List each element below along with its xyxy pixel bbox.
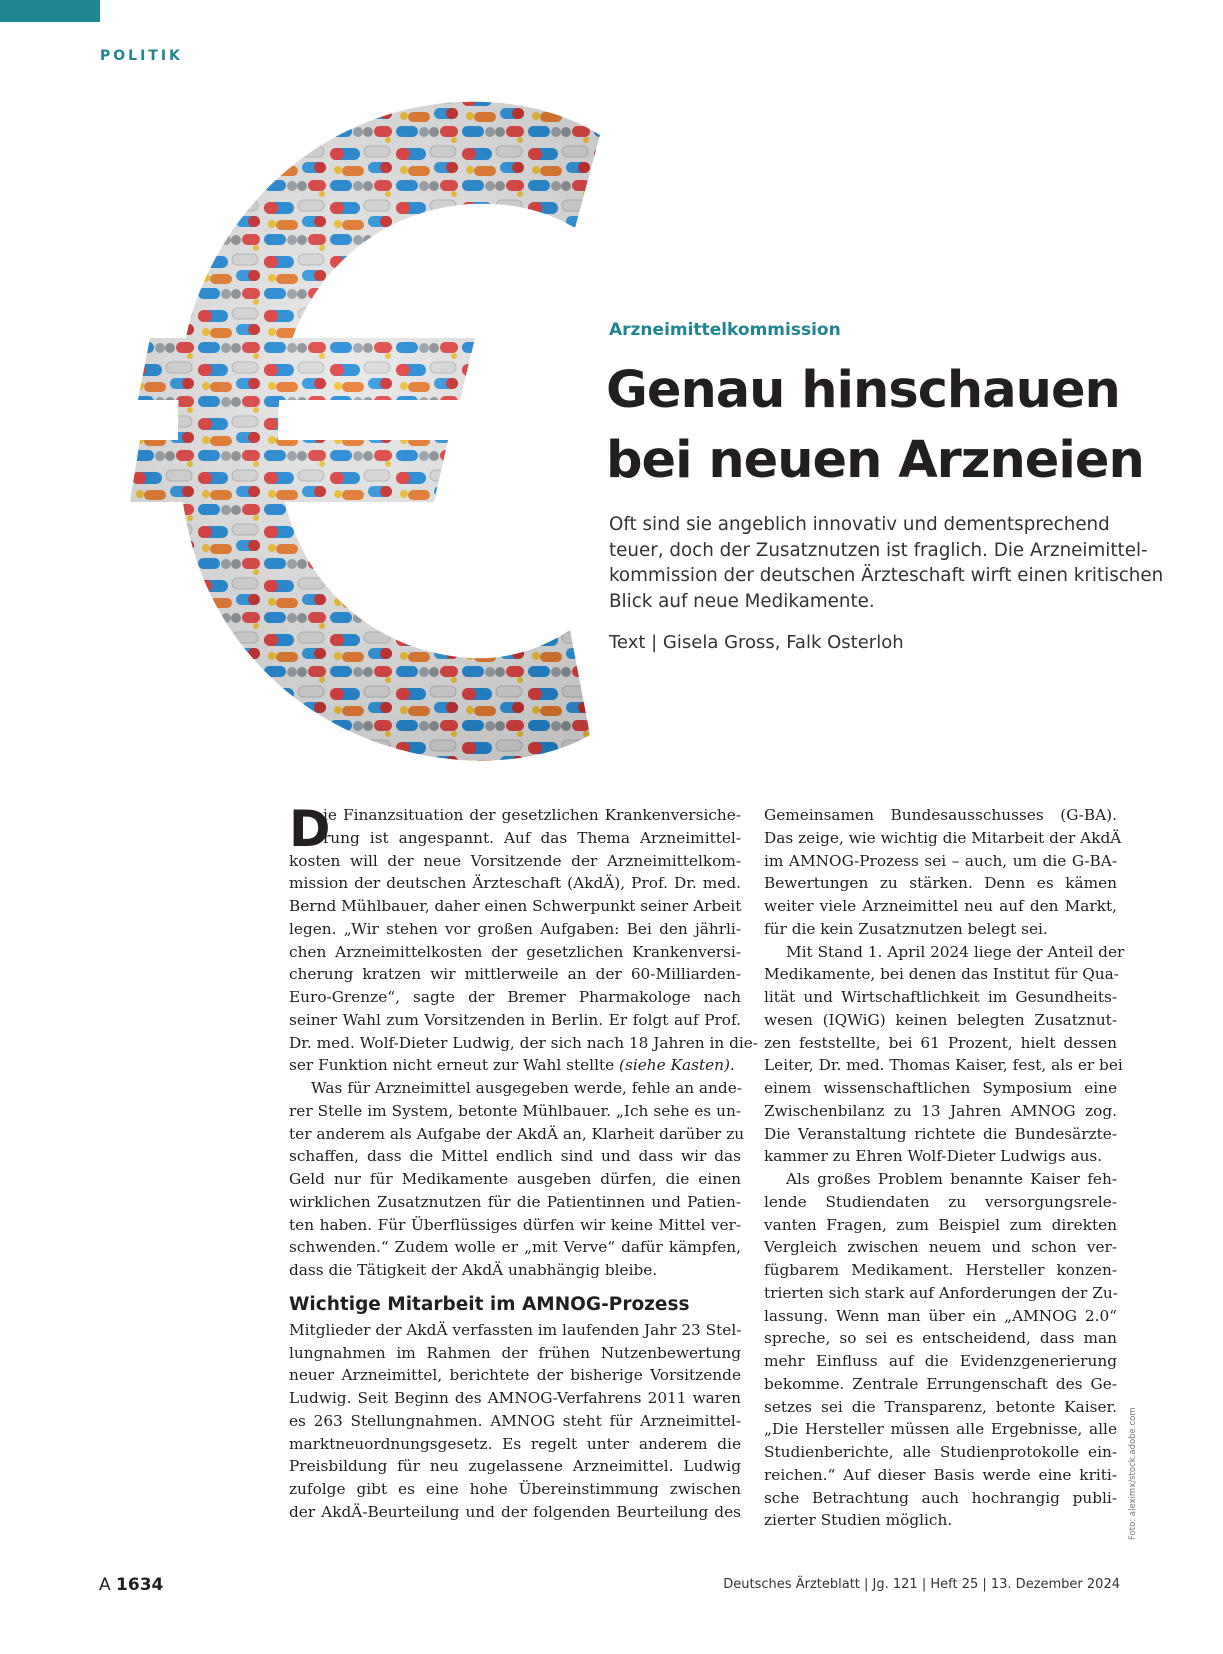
body-line: setzes sei die Transparenz, betonte Kaiser. xyxy=(764,1397,1117,1416)
article-headline xyxy=(606,356,1166,496)
body-line: rung ist angespannt. Auf das Thema Arzneimittel- xyxy=(323,828,741,847)
body-line: Als großes Problem benannte Kaiser feh- xyxy=(786,1170,1117,1188)
body-line: kammer zu Ehren Wolf-Dieter Ludwigs aus. xyxy=(764,1147,1103,1166)
body-line: Bernd Mühlbauer, daher einen Schwerpunkt seiner Arbeit xyxy=(289,897,742,915)
lede-line: teuer, doch der Zusatznutzen ist fraglich. Die Arzneimittel- xyxy=(609,539,1148,561)
article-byline: Text | Gisela Gross, Falk Osterloh xyxy=(609,632,904,653)
body-line: im AMNOG-Prozess sei – auch, um die G-BA- xyxy=(764,851,1117,870)
body-line: Studienberichte, alle Studienprotokolle ein- xyxy=(764,1443,1117,1461)
body-line: lende Studiendaten zu versorgungsrele- xyxy=(764,1192,1117,1211)
body-line: spreche, so sei es entscheidend, dass man xyxy=(764,1329,1117,1348)
body-line: zierter Studien möglich. xyxy=(764,1511,953,1530)
page-number xyxy=(99,1575,163,1595)
lede-line: kommission der deutschen Ärzteschaft wirft einen kritischen xyxy=(609,565,1164,586)
body-line: seiner Wahl zum Vorsitzenden in Berlin. Er folgt auf Prof. xyxy=(289,1010,741,1029)
box-reference: (siehe Kasten). xyxy=(619,1056,735,1075)
drop-cap: D xyxy=(289,800,331,858)
body-line: rer Stelle im System, betonte Mühlbauer. „Ich sehe es un- xyxy=(289,1101,741,1120)
body-line: chen Arzneimittelkosten der gesetzlichen Krankenversi- xyxy=(289,942,741,961)
headline-line: bei neuen Arzneien xyxy=(606,431,1144,490)
lede-line: Oft sind sie angeblich innovativ und dementsprechend xyxy=(609,514,1110,535)
body-line: bekomme. Zentrale Errungenschaft des Ge- xyxy=(764,1374,1117,1393)
body-line: cherung kratzen wir mittlerweile an der 60-Milliarden- xyxy=(289,965,741,984)
body-line: wirklichen Zusatznutzen für die Patientinnen und Patien- xyxy=(289,1192,741,1211)
body-column-right xyxy=(764,804,1125,1532)
body-line: „Die Hersteller müssen alle Ergebnisse, alle xyxy=(764,1420,1117,1439)
body-line: Dr. med. Wolf-Dieter Ludwig, der sich nach 18 Jahren in die- xyxy=(289,1033,758,1052)
article-kicker: Arzneimittelkommission xyxy=(609,320,841,340)
body-line: Mitglieder der AkdÄ verfassten im laufenden Jahr 23 Stel- xyxy=(289,1320,742,1339)
body-line: trierten sich stark auf Anforderungen der Zu- xyxy=(764,1283,1118,1302)
section-subheading: Wichtige Mitarbeit im AMNOG-Prozess xyxy=(289,1293,690,1315)
body-line: Leiter, Dr. med. Thomas Kaiser, fest, als er bei xyxy=(764,1056,1123,1075)
page-prefix: A xyxy=(99,1575,111,1595)
body-line: mission der deutschen Ärzteschaft (AkdÄ), Prof. Dr. med. xyxy=(289,874,741,893)
page-number-value: 1634 xyxy=(116,1575,164,1595)
body-line: lität und Wirtschaftlichkeit im Gesundheits- xyxy=(764,988,1117,1006)
body-line: Bewertungen zu stärken. Denn es kämen xyxy=(764,874,1117,893)
body-line: kosten will der neue Vorsitzende der Arzneimittelkom- xyxy=(289,851,741,870)
body-line: Vergleich zwischen neuem und schon ver- xyxy=(764,1238,1117,1257)
body-line: reichen.“ Auf dieser Basis werde eine kriti- xyxy=(764,1465,1117,1484)
body-line: weiter viele Arzneimittel neu auf den Markt, xyxy=(764,897,1117,915)
body-line: zen feststellte, bei 61 Prozent, hielt dessen xyxy=(764,1033,1117,1052)
publication-info: Deutsches Ärzteblatt | Jg. 121 | Heft 25 | 13. Dezember 2024 xyxy=(723,1577,1120,1592)
body-line: Ludwig. Seit Beginn des AMNOG-Verfahrens 2011 waren xyxy=(289,1389,741,1407)
body-line: zufolge gibt es eine hohe Übereinstimmung zwischen xyxy=(289,1480,741,1498)
body-line: wesen (IQWiG) keinen belegten Zusatznut- xyxy=(764,1010,1117,1029)
body-line: marktneuordnungsgesetz. Es regelt unter anderem die xyxy=(289,1434,741,1453)
article-lede xyxy=(609,512,1164,614)
lede-line: Blick auf neue Medikamente. xyxy=(609,590,875,612)
body-line: dass die Tätigkeit der AkdÄ unabhängig bleibe. xyxy=(289,1261,658,1279)
body-line: ten haben. Für Überflüssiges dürfen wir keine Mittel ver- xyxy=(289,1215,741,1234)
body-line: Gemeinsamen Bundesausschusses (G-BA). xyxy=(764,806,1117,824)
photo-credit: Foto: aleximx/stock.adobe.com xyxy=(1128,1407,1138,1540)
body-line: es 263 Stellungnahmen. AMNOG steht für Arzneimittel- xyxy=(289,1411,741,1430)
body-line: für die kein Zusatznutzen belegt sei. xyxy=(764,919,1048,938)
body-line: neuer Arzneimittel, berichtete der bisherige Vorsitzende xyxy=(289,1366,741,1385)
body-line: Was für Arzneimittel ausgegeben werde, fehle an ande- xyxy=(311,1079,742,1097)
body-line: Geld nur für Medikamente ausgeben dürfen, die einen xyxy=(289,1170,741,1188)
headline-line: Genau hinschauen xyxy=(606,361,1120,420)
body-line: einem wissenschaftlichen Symposium eine xyxy=(764,1079,1117,1097)
body-line: Mit Stand 1. April 2024 liege der Anteil der xyxy=(786,942,1125,961)
body-line: mehr Einfluss auf die Evidenzgenerierung xyxy=(764,1352,1117,1370)
body-line: fügbarem Medikament. Hersteller konzen- xyxy=(764,1261,1117,1279)
body-line: der AkdÄ-Beurteilung und der folgenden Beurteilung des xyxy=(289,1502,741,1521)
body-line: vanten Fragen, zum Beispiel zum direkten xyxy=(764,1215,1117,1234)
body-line: schwenden.“ Zudem wolle er „mit Verve“ dafür kämpfen, xyxy=(289,1238,741,1257)
body-line: ie Finanzsituation der gesetzlichen Krankenversiche- xyxy=(323,806,741,824)
body-line: Preisbildung für neu zugelassene Arzneimittel. Ludwig xyxy=(289,1457,741,1476)
body-line: Das zeige, wie wichtig die Mitarbeit der AkdÄ xyxy=(764,828,1122,847)
body-line: legen. „Wir stehen vor großen Aufgaben: Bei den jährli- xyxy=(289,919,741,938)
body-line: Euro-Grenze“, sagte der Bremer Pharmakologe nach xyxy=(289,988,741,1006)
body-line: sche Betrachtung auch hochrangig publi- xyxy=(764,1488,1117,1507)
body-line: lassung. Wenn man über ein „AMNOG 2.0“ xyxy=(764,1306,1117,1325)
body-line: Zwischenbilanz zu 13 Jahren AMNOG zog. xyxy=(764,1101,1117,1120)
body-column-left xyxy=(289,800,758,1524)
accent-bar xyxy=(0,0,100,22)
body-line: schaffen, dass die Mittel endlich sind und dass wir das xyxy=(289,1147,741,1166)
body-line: Die Veranstaltung richtete die Bundesärzte- xyxy=(764,1124,1117,1143)
section-label: POLITIK xyxy=(100,48,183,64)
body-line: lungnahmen im Rahmen der frühen Nutzenbewertung xyxy=(289,1343,741,1362)
body-line: Medikamente, bei denen das Institut für Qua- xyxy=(764,965,1119,984)
body-text: ser Funktion nicht erneut zur Wahl stellte xyxy=(289,1056,615,1075)
body-line: ter anderem als Aufgabe der AkdÄ an, Klarheit darüber zu xyxy=(289,1124,745,1143)
body-line xyxy=(289,1054,741,1077)
